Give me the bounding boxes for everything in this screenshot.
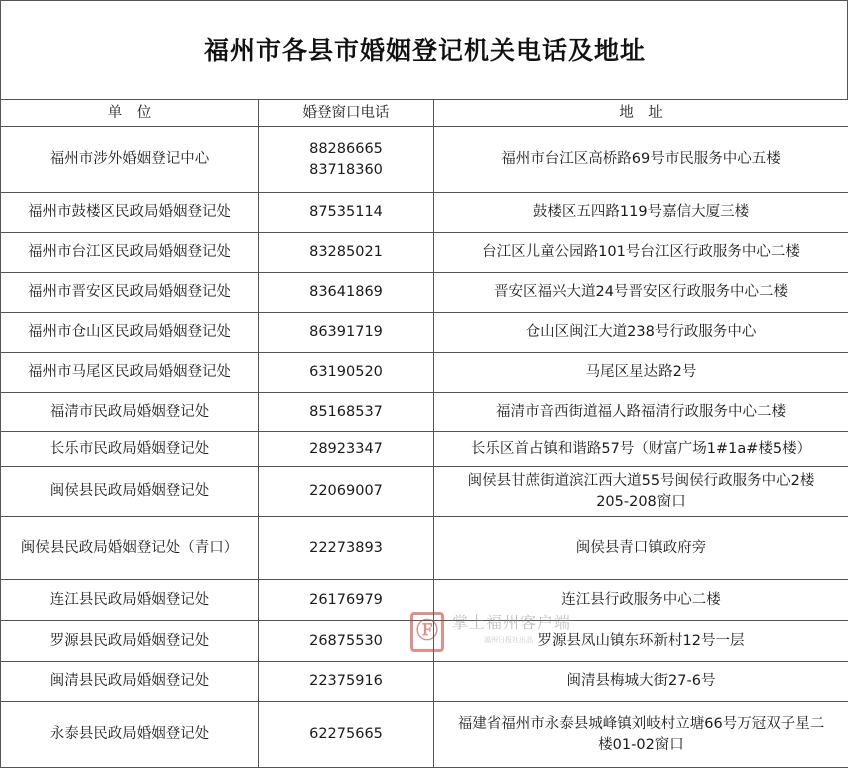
cell-unit: 罗源县民政局婚姻登记处 — [1, 621, 259, 662]
cell-phone — [259, 353, 434, 393]
cell-address — [434, 127, 848, 193]
cell-phone — [259, 233, 434, 273]
cell-address — [434, 273, 848, 313]
cell-address — [434, 467, 848, 517]
table-row — [1, 580, 848, 621]
cell-phone — [259, 313, 434, 353]
cell-unit: 闽侯县民政局婚姻登记处（青口） — [1, 517, 259, 580]
cell-phone — [259, 580, 434, 621]
cell-phone — [259, 621, 434, 662]
address-line: 福清市音西街道福人路福清行政服务中心二楼 — [436, 402, 846, 423]
cell-unit: 福州市涉外婚姻登记中心 — [1, 127, 259, 193]
cell-address — [434, 233, 848, 273]
table-row — [1, 702, 848, 768]
phone-number: 26875530 — [261, 631, 431, 652]
cell-unit: 连江县民政局婚姻登记处 — [1, 580, 259, 621]
table-row — [1, 127, 848, 193]
address-line: 罗源县凤山镇东环新村12号一层 — [436, 631, 846, 652]
cell-unit: 福州市仓山区民政局婚姻登记处 — [1, 313, 259, 353]
cell-phone — [259, 702, 434, 768]
phone-number: 83718360 — [261, 160, 431, 181]
cell-phone — [259, 127, 434, 193]
registry-table — [0, 99, 848, 768]
cell-address — [434, 432, 848, 467]
table-row — [1, 233, 848, 273]
cell-address — [434, 580, 848, 621]
cell-address — [434, 662, 848, 702]
cell-address — [434, 702, 848, 768]
cell-phone — [259, 517, 434, 580]
header-address: 地 址 — [434, 100, 848, 127]
table-row — [1, 193, 848, 233]
cell-phone — [259, 662, 434, 702]
phone-number: 26176979 — [261, 590, 431, 611]
table-row — [1, 467, 848, 517]
address-line: 闽侯县青口镇政府旁 — [436, 538, 846, 559]
table-row — [1, 662, 848, 702]
phone-number: 62275665 — [261, 724, 431, 745]
cell-address — [434, 621, 848, 662]
phone-number: 85168537 — [261, 402, 431, 423]
cell-phone — [259, 467, 434, 517]
cell-phone — [259, 193, 434, 233]
cell-phone — [259, 432, 434, 467]
cell-unit: 永泰县民政局婚姻登记处 — [1, 702, 259, 768]
phone-number: 83641869 — [261, 282, 431, 303]
table-row — [1, 393, 848, 432]
address-line: 晋安区福兴大道24号晋安区行政服务中心二楼 — [436, 282, 846, 303]
table-row — [1, 313, 848, 353]
address-line: 闽侯县甘蔗街道滨江西大道55号闽侯行政服务中心2楼 — [436, 471, 846, 492]
table-row — [1, 517, 848, 580]
table-row — [1, 273, 848, 313]
address-line: 仓山区闽江大道238号行政服务中心 — [436, 322, 846, 343]
cell-unit: 福州市马尾区民政局婚姻登记处 — [1, 353, 259, 393]
cell-address — [434, 393, 848, 432]
cell-address — [434, 193, 848, 233]
address-line: 台江区儿童公园路101号台江区行政服务中心二楼 — [436, 242, 846, 263]
address-line: 205-208窗口 — [436, 492, 846, 513]
phone-number: 22273893 — [261, 538, 431, 559]
address-line: 长乐区首占镇和谐路57号（财富广场1#1a#楼5楼） — [436, 439, 846, 460]
header-phone: 婚登窗口电话 — [259, 100, 434, 127]
cell-unit: 福州市鼓楼区民政局婚姻登记处 — [1, 193, 259, 233]
phone-number: 88286665 — [261, 139, 431, 160]
cell-unit: 福清市民政局婚姻登记处 — [1, 393, 259, 432]
address-line: 福建省福州市永泰县城峰镇刘岐村立塘66号万冠双子星二 — [436, 714, 846, 735]
title-box — [0, 0, 848, 100]
cell-unit: 闽清县民政局婚姻登记处 — [1, 662, 259, 702]
address-line: 连江县行政服务中心二楼 — [436, 590, 846, 611]
address-line: 马尾区星达路2号 — [436, 362, 846, 383]
address-line: 鼓楼区五四路119号嘉信大厦三楼 — [436, 202, 846, 223]
table-row — [1, 621, 848, 662]
phone-number: 63190520 — [261, 362, 431, 383]
cell-address — [434, 313, 848, 353]
table-header-row — [1, 100, 848, 127]
watermark-text: 掌上福州客户端 — [452, 610, 571, 633]
table-row — [1, 353, 848, 393]
address-line: 福州市台江区高桥路69号市民服务中心五楼 — [436, 149, 846, 170]
watermark-logo-icon: Ⓕ — [410, 612, 444, 652]
phone-number: 28923347 — [261, 439, 431, 460]
phone-number: 87535114 — [261, 202, 431, 223]
watermark-subtext: 福州日报社出品 — [484, 635, 533, 645]
phone-number: 22069007 — [261, 481, 431, 502]
address-line: 闽清县梅城大街27-6号 — [436, 671, 846, 692]
cell-unit: 长乐市民政局婚姻登记处 — [1, 432, 259, 467]
phone-number: 22375916 — [261, 671, 431, 692]
page-title: 福州市各县市婚姻登记机关电话及地址 — [1, 31, 848, 67]
cell-address — [434, 517, 848, 580]
cell-unit: 福州市晋安区民政局婚姻登记处 — [1, 273, 259, 313]
table-row — [1, 432, 848, 467]
cell-phone — [259, 393, 434, 432]
cell-unit: 闽侯县民政局婚姻登记处 — [1, 467, 259, 517]
cell-unit: 福州市台江区民政局婚姻登记处 — [1, 233, 259, 273]
cell-address — [434, 353, 848, 393]
address-line: 楼01-02窗口 — [436, 735, 846, 756]
phone-number: 86391719 — [261, 322, 431, 343]
cell-phone — [259, 273, 434, 313]
header-unit: 单 位 — [1, 100, 259, 127]
phone-number: 83285021 — [261, 242, 431, 263]
